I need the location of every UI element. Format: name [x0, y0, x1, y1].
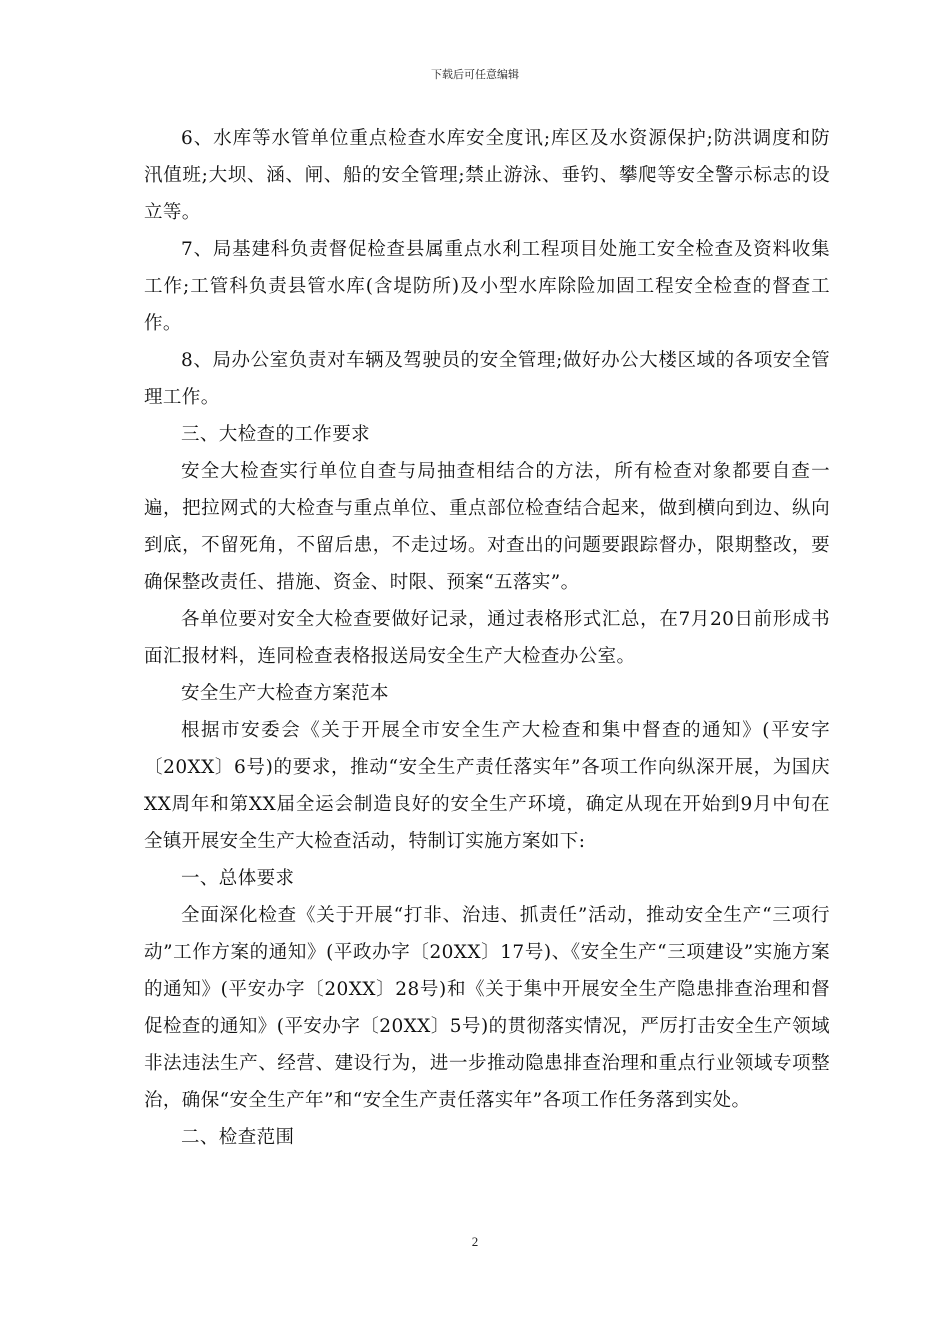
- section-heading-requirements: 三、大检查的工作要求: [181, 424, 371, 445]
- paragraph-item-6: 6、水库等水管单位重点检查水库安全度讯;库区及水资源保护;防洪调度和防汛值班;大坝、涵、闸、船的安全管理;禁止游泳、垂钓、攀爬等安全警示标志的设立等。: [144, 128, 830, 223]
- section-heading-scope: 二、检查范围: [181, 1127, 295, 1148]
- paragraph-item-8: 8、局办公室负责对车辆及驾驶员的安全管理;做好办公大楼区域的各项安全管理工作。: [144, 350, 830, 408]
- paragraph-item-7: 7、局基建科负责督促检查县属重点水利工程项目处施工安全检查及资料收集工作;工管科负责县管水库(含堤防所)及小型水库除险加固工程安全检查的督查工作。: [144, 239, 830, 334]
- paragraph-basis: 根据市安委会《关于开展全市安全生产大检查和集中督查的通知》(平安字〔20XX〕6号)的要求，推动“安全生产责任落实年”各项工作向纵深开展，为国庆XX周年和第XX届全运会制造良好的安全生产环境，确定从现在开始到9月中旬在全镇开展安全生产大检查活动，特制订实施方案如下:: [144, 720, 830, 852]
- section-heading-overall: 一、总体要求: [181, 868, 295, 889]
- paragraph-inspection-method: 安全大检查实行单位自查与局抽查相结合的方法，所有检查对象都要自查一遍，把拉网式的大检查与重点单位、重点部位检查结合起来，做到横向到边、纵向到底，不留死角，不留后患，不走过场。对查出的问题要跟踪督办，限期整改，要确保整改责任、措施、资金、时限、预案“五落实”。: [144, 461, 830, 593]
- page-header: 下载后可任意编辑: [431, 68, 519, 81]
- paragraph-records: 各单位要对安全大检查要做好记录，通过表格形式汇总，在7月20日前形成书面汇报材料，连同检查表格报送局安全生产大检查办公室。: [144, 609, 830, 667]
- paragraph-overall-requirements: 全面深化检查《关于开展“打非、治违、抓责任”活动，推动安全生产“三项行动”工作方案的通知》(平政办字〔20XX〕17号)、《安全生产“三项建设”实施方案的通知》(平安办字〔20XX〕28号)和《关于集中开展安全生产隐患排查治理和督促检查的通知》(平安办字〔20XX〕5号)的贯彻落实情况，严厉打击安全生产领域非法违法生产、经营、建设行为，进一步推动隐患排查治理和重点行业领域专项整治，确保“安全生产年”和“安全生产责任落实年”各项工作任务落到实处。: [144, 905, 830, 1111]
- template-title: 安全生产大检查方案范本: [181, 683, 389, 704]
- document-body: [144, 120, 830, 1156]
- page-number: 2: [471, 1234, 479, 1249]
